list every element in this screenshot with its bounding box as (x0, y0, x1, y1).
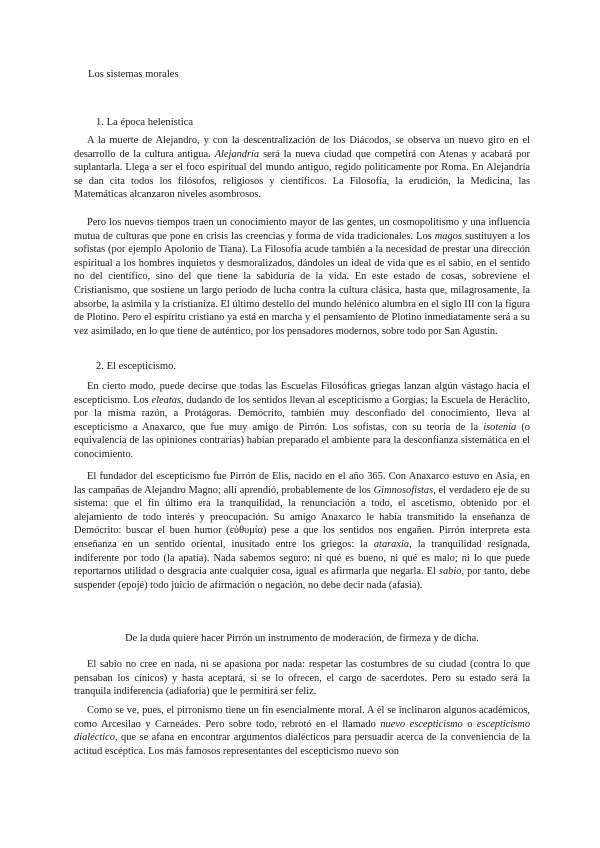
paragraph-text: En cierto modo, puede decirse que todas las Escuelas Filosóficas griegas lanzan algún vástago hacia el escepticismo. Los (74, 381, 530, 406)
paragraph-text: , por tanto, debe suspender (epojé) todo juicio de afirmación o negación, no debe decir nada (afasia). (74, 566, 531, 591)
paragraph-pirronismo (74, 704, 530, 758)
paragraph-text: Como se ve, pues, el pirronismo tiene un fin esencialmente moral. A él se inclinaron algunos académicos, como Arcesilao y Carneádes. Pero sobre todo, rebrotó en el llamado (74, 705, 530, 730)
section-heading-skepticism: 2. El escepticismo. (96, 361, 177, 372)
paragraph-emphasis: eleatas (151, 394, 181, 406)
page-title: Los sistemas morales (88, 69, 179, 80)
paragraph-text: El fundador del escepticismo fue Pirrón de Elis, nacido en el año 365. Con Anaxarco estuvo en Asia, en las campañas de Alejandro Magno; allí aprendió, probablemente de los (74, 471, 530, 496)
paragraph-text: El sabio no cree en nada, ni se apasiona por nada: respetar las costumbres de su ciudad (contra lo que pensaban los cínicos) y hasta aceptará, si se lo ofrecen, el cargo de sacerdotes. Pero su estado será la tranquila indiferencia (adiaforia) que le permitirá ser feliz. (74, 659, 530, 698)
paragraph-text: , la tranquilidad resignada, indiferente por todo (la apatía). Nada sabemos seguro: ni qué es bueno, ni qué es malo; ni lo que puede reportarnos utilidad o desgracia ante cualquier cosa, igual es afirmarla que negarla. El (74, 538, 530, 578)
paragraph-emphasis: nuevo escepticismo (380, 718, 463, 730)
paragraph-emphasis: Alejandría (214, 148, 260, 160)
paragraph-new-times (74, 216, 530, 338)
paragraph-emphasis: magos (434, 230, 462, 242)
paragraph-alejandria (74, 134, 530, 202)
paragraph-sabio (74, 658, 530, 699)
paragraph-text: , el verdadero eje de su sistema: que el fin último era la tranquilidad, la renunciación a todo, el ascetismo, obtenido por el alejamiento de todo interés y preocupación. Su amigo Anaxarco le había transmitido la enseñanza de Demócrito: buscar el buen humor (εὐθυμία) pese a que los sentidos nos engañen. Pirrón interpreta esta enseñanza en un sentido oriental, inusitado entre los griegos: la (74, 484, 531, 550)
paragraph-text: (o equivalencia de las opiniones contrarias) habían preparado el ambiente para la desconfianza sistemática en el conocimiento. (74, 421, 530, 460)
paragraph-text: Pero los nuevos tiempos traen un conocimiento mayor de las gentes, un cosmopolitismo y una influencia mutua de culturas que pone en crisis las creencias y forma de vida tradicionales. Los (74, 217, 530, 242)
section-heading-hellenistic: 1. La época helenística (96, 117, 194, 128)
paragraph-emphasis: escepticismo dialéctico (74, 718, 531, 744)
paragraph-text: o (462, 718, 477, 730)
paragraph-text: A la muerte de Alejandro, y con la descentralización de los Diácodos, se observa un nuevo giro en el desarrollo de la cultura antigua. (74, 135, 530, 160)
paragraph-duda (74, 632, 530, 646)
paragraph-emphasis: sabio (438, 566, 462, 578)
paragraph-emphasis: ataraxia (373, 538, 410, 550)
paragraph-text: sustituyen a los sofistas (por ejemplo Apolonio de Tiana). La Filosofía acude también a la necesidad de prestar una dirección espiritual a los hombres inquietos y desmoralizados, dándoles un ideal de vida que es el sabio, en el sentido no del científico, sino del que tiene la sabiduría de la vida. En este estado de cosas, sobreviene el Cristianismo, que sostiene un largo período de lucha contra la cultura clásica, hasta que, milagrosamente, la absorbe, la asimila y la cristianiza. El último destello del mundo helénico alumbra en el siglo III con la figura de Plotino. Pero el espíritu cristiano ya está en marcha y el pensamiento de Plotino inmediatamente será a su vez asimilado, en lo que tiene de auténtico, por los pensadores modernos, sobre todo por San Agustín. (74, 230, 531, 337)
paragraph-text: , dudando de los sentidos llevan al escepticismo a Gorgias; la Escuela de Heráclito, por la misma razón, a Protágoras. Demócrito, también muy desconfiado del conocimiento, lleva al escepticismo a Anaxarco, que fue muy amigo de Pirrón. Los sofistas, con su teoría de la (74, 394, 530, 433)
paragraph-schools (74, 380, 530, 462)
paragraph-text: , que se afana en encontrar argumentos dialécticos para persuadir acerca de la conveniencia de la actitud escéptica. Los más famosos representantes del escepticismo nuevo son (74, 732, 530, 757)
paragraph-text: De la duda quiere hacer Pirrón un instrumento de moderación, de firmeza y de dicha. (125, 633, 479, 644)
paragraph-emphasis: isotenía (483, 421, 517, 433)
paragraph-emphasis: Gimnosofistas (373, 484, 434, 496)
paragraph-text: será la nueva ciudad que competirá con Atenas y acabará por suplantarla. Llega a ser el foco espiritual del mundo antiguo, regido políticamente por Roma. En Alejandría se dan cita todos los filósofos, religiosos y científicos. La Filosofía, la erudición, la Medicina, las Matemáticas alcanzaron niveles asombrosos. (74, 148, 530, 201)
paragraph-pirron (74, 470, 530, 592)
